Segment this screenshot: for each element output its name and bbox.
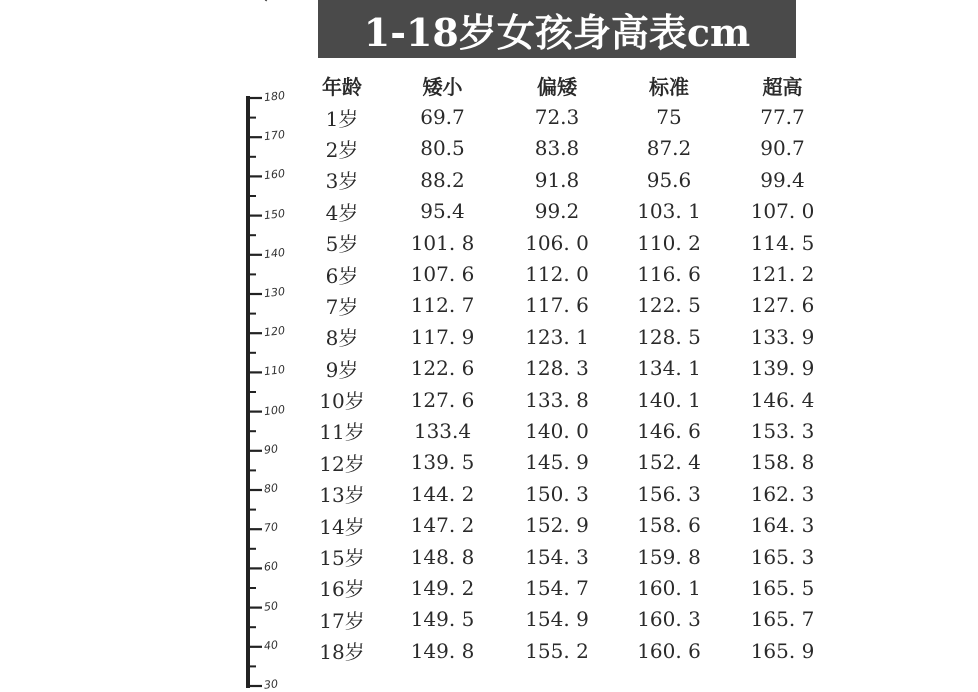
table-row — [300, 353, 840, 384]
height-cell: 133. 9 — [750, 324, 815, 349]
height-cell: 165. 9 — [750, 638, 815, 663]
height-cell: 127. 6 — [410, 387, 475, 412]
age-cell: 14岁 — [319, 514, 365, 539]
height-cell: 107. 6 — [410, 262, 475, 287]
page-title: 1-18岁女孩身高表cm — [363, 9, 751, 55]
table-row — [300, 196, 840, 227]
table-row — [300, 447, 840, 478]
height-cell: 101. 8 — [410, 230, 475, 255]
height-cell: 127. 6 — [750, 293, 815, 318]
height-cell: 128. 5 — [637, 324, 701, 349]
ruler-label: 70 — [263, 520, 279, 535]
height-cell: 117. 9 — [410, 324, 475, 349]
height-cell: 165. 7 — [750, 607, 815, 632]
height-cell: 103. 1 — [637, 199, 701, 224]
age-cell: 8岁 — [325, 326, 359, 351]
table-row — [300, 572, 840, 603]
height-cell: 116. 6 — [637, 262, 701, 287]
height-cell: 112. 7 — [410, 293, 475, 318]
ruler-label: 40 — [263, 638, 279, 653]
ruler-label: 60 — [263, 559, 279, 575]
height-cell: 128. 3 — [525, 356, 589, 381]
age-cell: 5岁 — [325, 232, 359, 257]
ruler-label: 50 — [263, 598, 279, 614]
height-cell: 77.7 — [760, 105, 805, 130]
age-cell: 1岁 — [325, 106, 359, 131]
height-cell: 133.4 — [413, 418, 472, 443]
height-cell: 160. 6 — [637, 638, 701, 663]
height-cell: 121. 2 — [750, 262, 815, 287]
height-cell: 88.2 — [420, 167, 465, 192]
height-cell: 152. 9 — [525, 513, 589, 538]
height-cell: 149. 8 — [410, 638, 475, 663]
height-cell: 156. 3 — [637, 481, 701, 506]
height-cell: 159. 8 — [637, 544, 701, 569]
age-cell: 9岁 — [325, 357, 359, 382]
age-cell: 11岁 — [319, 420, 365, 445]
ruler-label: 30 — [263, 677, 279, 692]
height-cell: 158. 8 — [750, 450, 815, 475]
column-header: 超高 — [762, 75, 803, 100]
age-cell: 3岁 — [325, 169, 359, 194]
height-cell: 146. 4 — [750, 387, 815, 412]
height-cell: 152. 4 — [637, 450, 701, 475]
height-cell: 160. 3 — [637, 607, 701, 632]
table-row — [300, 321, 840, 352]
table-row — [300, 258, 840, 289]
corner-mark — [265, 0, 273, 3]
age-cell: 10岁 — [319, 389, 365, 414]
table-row — [300, 164, 840, 195]
height-cell: 139. 5 — [410, 450, 475, 475]
height-cell: 162. 3 — [750, 481, 815, 506]
table-header-row — [300, 70, 840, 101]
table-row — [300, 415, 840, 446]
table-row — [300, 384, 840, 415]
table-row — [300, 478, 840, 509]
height-cell: 133. 8 — [525, 387, 589, 412]
height-cell: 90.7 — [760, 136, 805, 161]
height-cell: 165. 3 — [750, 544, 815, 569]
age-cell: 12岁 — [319, 451, 365, 476]
height-cell: 164. 3 — [750, 513, 815, 538]
height-cell: 114. 5 — [750, 230, 815, 255]
age-cell: 17岁 — [319, 608, 365, 633]
height-cell: 139. 9 — [750, 356, 815, 381]
ruler-label: 100 — [263, 402, 286, 418]
age-cell: 13岁 — [319, 483, 365, 508]
age-cell: 7岁 — [325, 294, 359, 319]
column-header: 标准 — [649, 75, 689, 100]
height-cell: 95.6 — [646, 167, 692, 192]
ruler-label: 150 — [263, 206, 286, 222]
table-row — [300, 133, 840, 164]
title-banner — [318, 0, 796, 58]
height-cell: 117. 6 — [525, 293, 589, 318]
height-cell: 153. 3 — [750, 418, 815, 443]
age-cell: 6岁 — [325, 263, 359, 288]
height-cell: 106. 0 — [525, 230, 589, 255]
height-cell: 134. 1 — [637, 356, 701, 381]
table-row — [300, 635, 840, 666]
table-row — [300, 290, 840, 321]
height-cell: 154. 7 — [525, 575, 589, 600]
height-cell: 146. 6 — [637, 418, 701, 443]
height-cell: 145. 9 — [525, 450, 589, 475]
height-cell: 69.7 — [420, 105, 465, 130]
ruler-label: 170 — [263, 128, 286, 144]
height-table — [300, 70, 840, 666]
ruler-label: 130 — [263, 284, 286, 301]
table-row — [300, 604, 840, 635]
ruler-label: 110 — [263, 363, 286, 379]
column-header: 年龄 — [322, 75, 362, 100]
table-row — [300, 509, 840, 540]
height-cell: 144. 2 — [410, 481, 475, 506]
height-cell: 99.4 — [760, 167, 805, 192]
height-cell: 99.2 — [534, 199, 580, 224]
height-cell: 122. 5 — [637, 293, 701, 318]
height-cell: 95.4 — [420, 199, 465, 224]
height-cell: 140. 0 — [525, 418, 589, 443]
ruler-label: 120 — [263, 324, 286, 340]
height-cell: 75 — [656, 105, 682, 130]
height-cell: 122. 6 — [410, 356, 475, 381]
height-cell: 107. 0 — [750, 199, 815, 224]
height-cell: 140. 1 — [637, 387, 701, 412]
height-cell: 160. 1 — [637, 575, 701, 600]
height-cell: 80.5 — [420, 136, 465, 161]
age-cell: 2岁 — [325, 137, 359, 162]
height-cell: 123. 1 — [525, 324, 589, 349]
age-cell: 16岁 — [319, 577, 365, 602]
age-cell: 4岁 — [325, 200, 359, 225]
column-header: 偏矮 — [537, 75, 577, 100]
height-cell: 112. 0 — [525, 262, 589, 287]
height-cell: 155. 2 — [525, 638, 589, 663]
height-cell: 72.3 — [534, 105, 580, 130]
table-row — [300, 101, 840, 132]
table-body — [300, 101, 840, 666]
height-cell: 87.2 — [646, 136, 692, 161]
height-cell: 150. 3 — [525, 481, 589, 506]
ruler-label: 140 — [263, 245, 286, 261]
age-cell: 15岁 — [319, 546, 365, 571]
height-cell: 154. 3 — [525, 544, 589, 569]
age-cell: 18岁 — [319, 640, 365, 665]
height-cell: 149. 2 — [410, 575, 475, 600]
height-cell: 147. 2 — [410, 513, 475, 538]
table-row — [300, 541, 840, 572]
ruler-label: 80 — [263, 481, 279, 496]
height-cell: 154. 9 — [525, 607, 589, 632]
height-cell: 148. 8 — [410, 544, 475, 569]
height-cell: 110. 2 — [637, 230, 701, 255]
height-cell: 83.8 — [534, 136, 580, 161]
height-cell: 91.8 — [534, 167, 580, 192]
column-header: 矮小 — [422, 75, 463, 100]
height-cell: 165. 5 — [750, 575, 815, 600]
ruler-label: 90 — [263, 442, 279, 457]
height-cell: 149. 5 — [410, 607, 475, 632]
ruler-label: 160 — [263, 167, 286, 183]
height-cell: 158. 6 — [637, 513, 701, 538]
table-row — [300, 227, 840, 258]
ruler-label: 180 — [263, 88, 286, 105]
